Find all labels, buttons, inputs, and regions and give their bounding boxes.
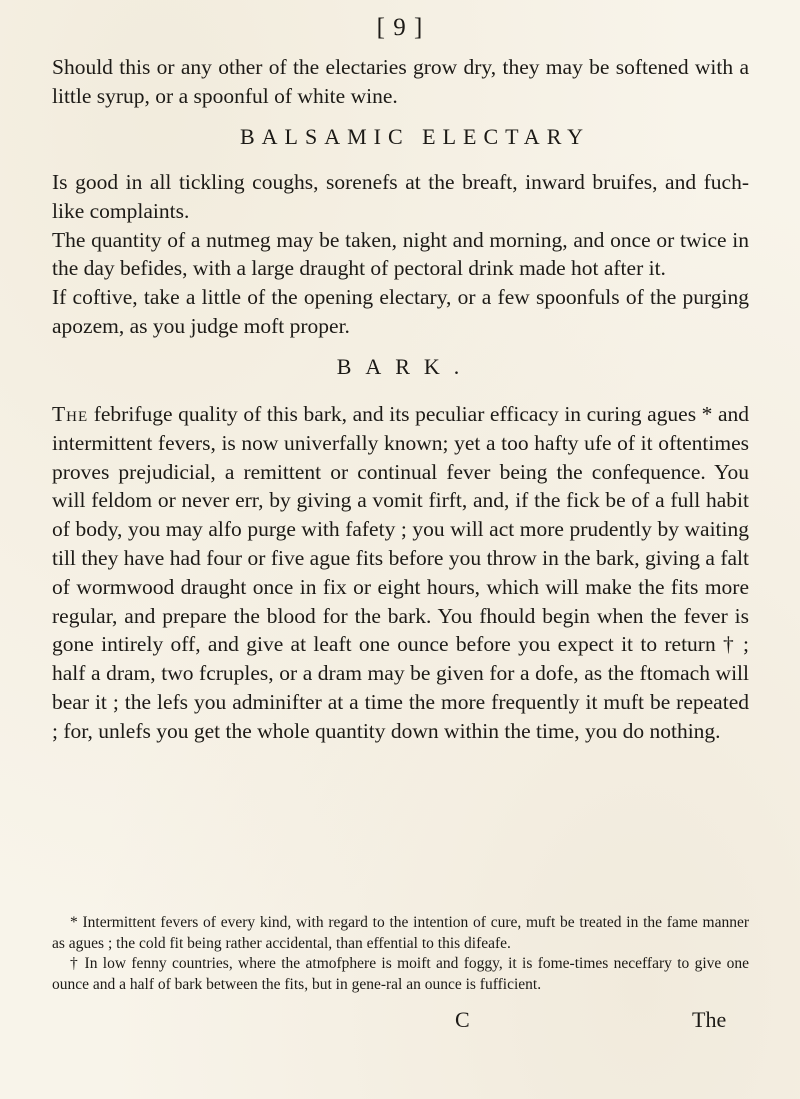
footnote-fenny-countries: † In low fenny countries, where the atmofphere is moift and foggy, it is fome-times neceffary to give one ounce and a half of bark between the fits, but in gene-ral an ounce is fufficient.: [52, 955, 749, 993]
footnote-intermittent-fevers: * Intermittent fevers of every kind, with regard to the intention of cure, muft be treated in the fame manner as agues ; the cold fit being rather accidental, than effential to this difeafe.: [52, 914, 749, 952]
paragraph-text: The quantity of a nutmeg may be taken, night and morning, and once or twice in the day befides, with a large draught of pectoral drink made hot after it.: [52, 227, 749, 281]
heading-balsamic-electary: BALSAMIC ELECTARY: [239, 124, 591, 149]
paragraph-balsamic-electary: [52, 168, 749, 341]
paragraph-text: [52, 400, 749, 746]
paragraph-text: Should this or any other of the electaries grow dry, they may be softened with a little syrup, or a spoonful of white wine.: [52, 55, 749, 108]
heading-bark: BARK.: [336, 354, 474, 379]
paragraph-bark: [52, 400, 749, 746]
paragraph-electaries-dry: [52, 53, 749, 111]
page-number: [ 9 ]: [376, 14, 424, 41]
lead-word: The: [52, 402, 89, 426]
catchword: The: [692, 1007, 727, 1032]
signature-mark: C: [455, 1007, 470, 1032]
paragraph-body: febrifuge quality of this bark, and its peculiar efficacy in curing agues * and intermittent fevers, is now univerfally known; yet a too hafty ufe of it oftentimes proves prejudicial, a remittent or continual fever being the confequence. You will feldom or never err, by giving a vomit firft, and, if the fick be of a full habit of body, you may alfo purge with fafety ; you will act more prudently by waiting till they have had four or five ague fits before you throw in the bark, giving a falt of wormwood draught once in fix or eight hours, which will make the fits more regular, and prepare the blood for the bark. You fhould begin when the fever is gone intirely off, and give at leaft one ounce before you expect it to return † ; half a dram, two fcruples, or a dram may be given for a dofe, as the ftomach will bear it ; the lefs you adminifter at a time the more frequently it muft be repeated ; for, unlefs you get the whole quantity down within the time, you do nothing.: [52, 402, 749, 743]
paragraph-text: If coftive, take a little of the opening electary, or a few spoonfuls of the purging apozem, as you judge moft proper.: [52, 285, 749, 338]
paragraph-text: Is good in all tickling coughs, sorenefs at the breaft, inward bruifes, and fuch-like complaints.: [52, 170, 749, 223]
footnotes: [52, 913, 749, 995]
